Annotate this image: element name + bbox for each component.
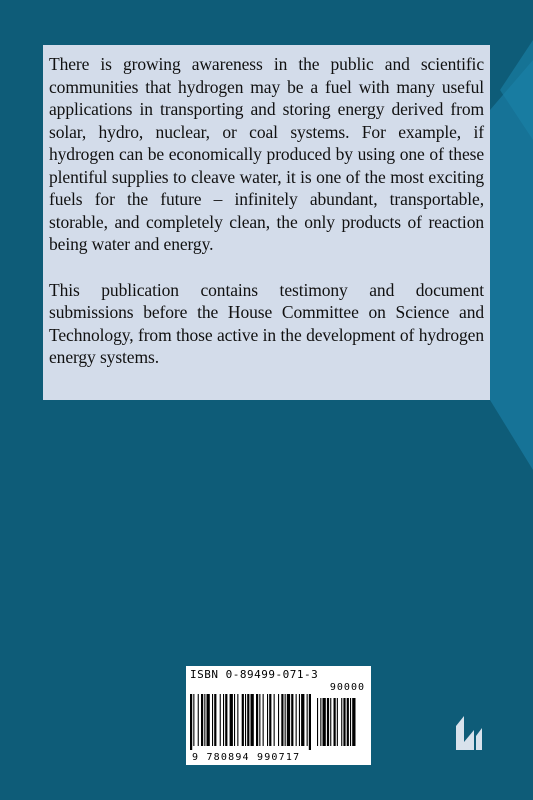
barcode-bar (299, 694, 300, 746)
barcode-bar (267, 694, 268, 746)
barcode-bar (296, 694, 297, 746)
barcode-bar (220, 694, 221, 746)
barcode-bar (234, 694, 235, 746)
barcode-bars (190, 694, 367, 750)
barcode-bar (301, 694, 304, 746)
barcode-addon-bar (341, 698, 342, 746)
barcode-addon-bar (343, 698, 345, 746)
barcode-bar (291, 694, 293, 746)
barcode-bar (309, 694, 311, 750)
barcode-bar (247, 694, 249, 746)
barcode-bar (230, 694, 233, 746)
barcode-bar (198, 694, 199, 746)
barcode-addon-bar (330, 698, 331, 746)
barcode-bar (237, 694, 238, 746)
isbn-label: ISBN 0-89499-071-3 (190, 668, 319, 681)
barcode-bar (287, 694, 290, 746)
barcode-bar (281, 694, 283, 746)
barcode-bar (207, 694, 210, 746)
blurb-paragraph-1: There is growing awareness in the public and scientific communities that hydrogen may be a fuel with many useful applications in transporting and storing energy derived from solar, hydro, nuclear, or coal systems. For example, if hydrogen can be economically produced by using one of these plentiful supplies to cleave water, it is one of the most exciting fuels for the future – infinitely abundant, transportable, storable, and completely clean, the only products of reaction being water and energy. (49, 54, 484, 254)
barcode-bar (269, 694, 271, 746)
barcode-bar (278, 694, 279, 746)
isbn-barcode (186, 666, 371, 765)
barcode-bar (259, 694, 260, 746)
barcode-bar (307, 694, 308, 746)
barcode-bar (256, 694, 258, 746)
blurb-paragraph-2: This publication contains testimony and document submissions before the House Committee on Science and Technology, from those active in the development of hydrogen energy systems. (49, 279, 484, 367)
barcode-bar (190, 694, 192, 750)
barcode-addon-bar (350, 698, 351, 746)
price-code: 90000 (329, 682, 365, 693)
barcode-addon-bar (327, 698, 329, 746)
barcode-bar (212, 694, 213, 746)
publisher-logo-icon (452, 712, 486, 752)
barcode-bar (274, 694, 275, 746)
barcode-addon-bar (334, 698, 336, 746)
barcode-bar (242, 694, 244, 746)
back-cover-blurb (43, 45, 490, 400)
barcode-bar (251, 694, 254, 746)
barcode-bar (245, 694, 246, 746)
barcode-bar (285, 694, 286, 746)
barcode-bar (201, 694, 203, 746)
barcode-addon-bar (352, 698, 355, 746)
barcode-bar (204, 694, 205, 746)
barcode-addon-bar (320, 698, 321, 746)
barcode-addon-bar (337, 698, 338, 746)
barcode-bar (193, 694, 194, 746)
barcode-bar (225, 694, 227, 746)
barcode-addon-bar (347, 698, 349, 746)
barcode-bar (214, 694, 216, 746)
barcode-bar (263, 694, 264, 746)
ean-digits: 9 780894 990717 (192, 752, 301, 763)
barcode-addon-bar (317, 698, 318, 746)
barcode-bar (223, 694, 224, 746)
barcode-addon-bar (323, 698, 326, 746)
